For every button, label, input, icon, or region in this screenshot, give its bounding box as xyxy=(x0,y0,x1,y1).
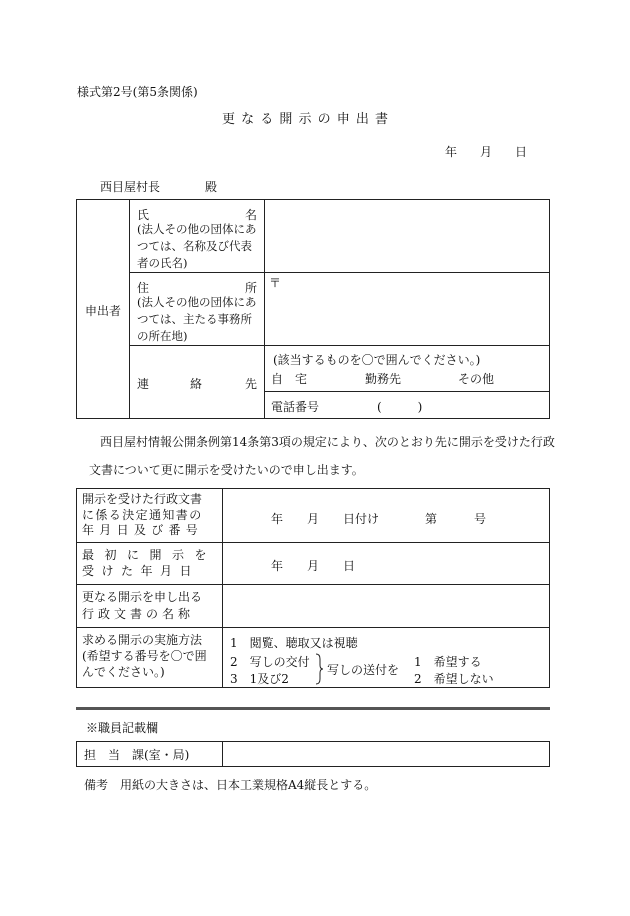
remarks-note: 備考 用紙の大きさは、日本工業規格A4縦長とする。 xyxy=(84,778,377,792)
date-month-label: 月 xyxy=(480,145,493,159)
decision-notice-label: 開示を受けた行政文書 に係る決定通知書の 年月日及び番号 xyxy=(82,492,204,537)
send-option-no[interactable]: 2 希望しない xyxy=(414,672,494,686)
body-text-line-2: 文書について更に開示を受けたいので申し出ます。 xyxy=(89,463,364,477)
address-label-1: 住 xyxy=(137,281,150,295)
document-title: 更 な る 開 示 の 申 出 書 xyxy=(222,112,390,127)
method-option-1[interactable]: 1 閲覧、聴取又は視聴 xyxy=(230,636,358,650)
contact-option-home[interactable]: 自 宅 xyxy=(271,372,308,386)
phone-parentheses: ( ) xyxy=(377,400,423,414)
section-divider xyxy=(76,707,550,710)
name-field[interactable] xyxy=(266,200,548,271)
form-number: 様式第2号(第5条関係) xyxy=(77,85,198,99)
date-year-label: 年 xyxy=(445,145,458,159)
method-option-3[interactable]: 3 1及び2 xyxy=(230,672,289,686)
honorific: 殿 xyxy=(205,180,218,194)
date-day-label: 日 xyxy=(515,145,528,159)
first-disclosure-month-label: 月 xyxy=(307,559,320,573)
name-label-2: 名 xyxy=(245,208,258,222)
document-name-label: 更なる開示を申し出る 行政文書の名称 xyxy=(82,590,203,621)
address-label-2: 所 xyxy=(245,281,258,295)
decision-no-label: 第 xyxy=(425,512,438,526)
contact-option-other[interactable]: その他 xyxy=(458,372,495,386)
body-text-line-1: 西目屋村情報公開条例第14条第3項の規定により、次のとおり先に開示を受けた行政 xyxy=(100,435,555,449)
name-note: (法人その他の団体にあつては、名称及び代表者の氏名) xyxy=(137,222,257,270)
contact-label-1: 連 xyxy=(137,377,150,391)
send-option-yes[interactable]: 1 希望する xyxy=(414,655,482,669)
brace-icon xyxy=(314,653,324,685)
decision-year-label: 年 xyxy=(271,512,284,526)
address-field[interactable] xyxy=(266,273,548,344)
first-disclosure-date-label: 最初に開示を 受けた年月日 xyxy=(82,548,218,578)
name-label-1: 氏 xyxy=(137,208,150,222)
document-name-field[interactable] xyxy=(224,585,548,626)
decision-month-label: 月 xyxy=(307,512,320,526)
decision-dated-label: 日付け xyxy=(343,512,380,526)
phone-field[interactable] xyxy=(266,392,548,417)
first-disclosure-year-label: 年 xyxy=(271,559,284,573)
contact-label-2: 絡 xyxy=(190,377,203,391)
send-copy-label: 写しの送付を xyxy=(327,663,400,677)
first-disclosure-day-label: 日 xyxy=(343,559,356,573)
first-disclosure-date-field[interactable] xyxy=(224,543,548,583)
staff-section-title: ※職員記載欄 xyxy=(86,721,159,735)
department-label: 担 当 課(室・局) xyxy=(84,748,190,762)
postal-mark: 〒 xyxy=(269,276,282,290)
address-note: (法人その他の団体にあつては、主たる事務所の所在地) xyxy=(137,295,257,343)
addressee: 西目屋村長 xyxy=(100,180,161,194)
applicant-label: 申出者 xyxy=(85,304,122,318)
decision-go-label: 号 xyxy=(474,512,487,526)
decision-notice-field[interactable] xyxy=(224,489,548,541)
contact-option-work[interactable]: 勤務先 xyxy=(365,372,402,386)
disclosure-method-label: 求める開示の実施方法 (希望する番号を〇で囲 んでください。) xyxy=(82,633,207,679)
phone-label: 電話番号 xyxy=(271,400,320,414)
contact-instruction: (該当するものを〇で囲んでください。) xyxy=(273,353,481,367)
contact-label-3: 先 xyxy=(245,377,258,391)
method-option-2[interactable]: 2 写しの交付 xyxy=(230,655,310,669)
department-field[interactable] xyxy=(224,742,548,765)
